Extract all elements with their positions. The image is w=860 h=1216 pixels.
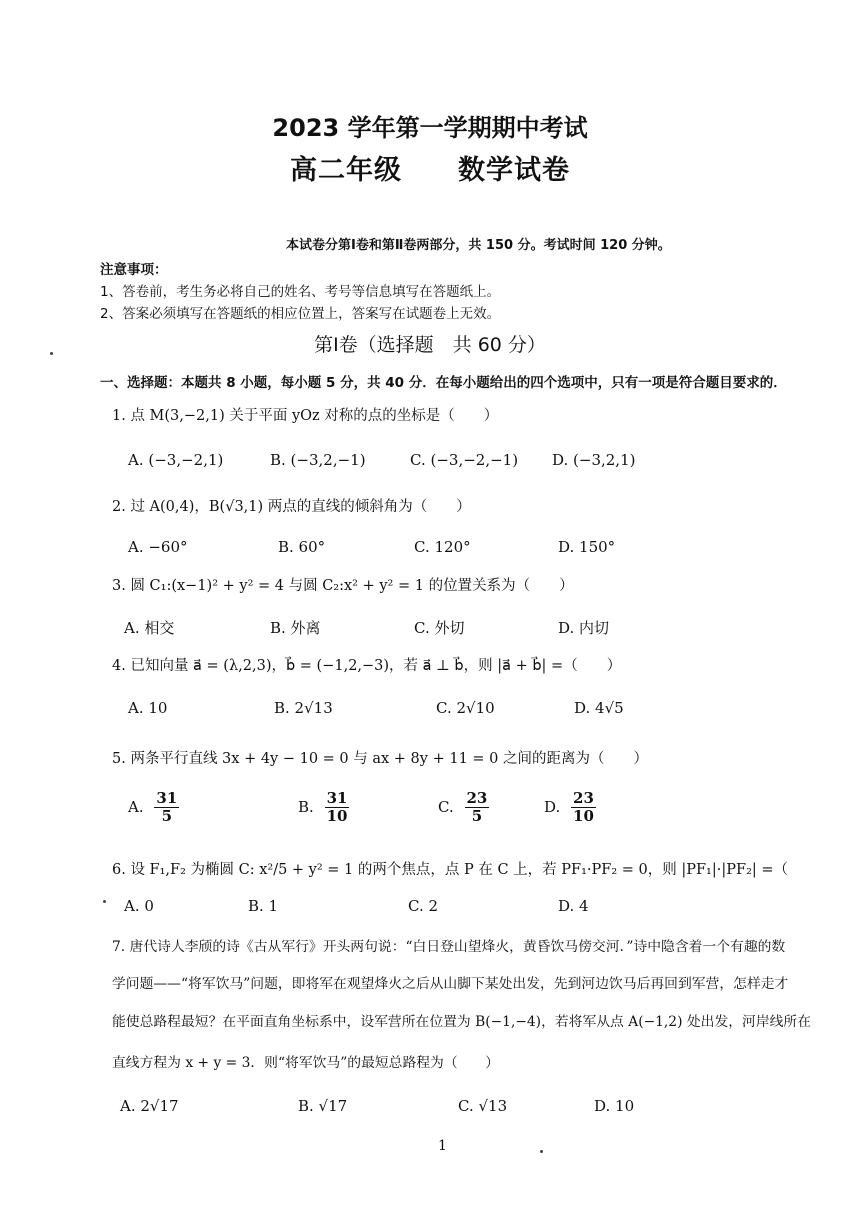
- option-c: C. 2: [408, 897, 439, 915]
- option-d: D. 4: [558, 897, 589, 915]
- option-d: D. 10: [594, 1097, 635, 1115]
- question-stem: 5. 两条平行直线 3x + 4y − 10 = 0 与 ax + 8y + 11 = 0 之间的距离为（ ）: [112, 751, 648, 767]
- question-stem-line: 直线方程为 x + y = 3．则“将军饮马”的最短总路程为（ ）: [112, 1055, 500, 1071]
- option-b: [298, 790, 349, 826]
- denominator: 10: [573, 807, 594, 826]
- denominator: 5: [471, 807, 483, 826]
- exam-intro: 本试卷分第Ⅰ卷和第Ⅱ卷两部分，共 150 分。考试时间 120 分钟。: [286, 238, 671, 253]
- option-c: C. 外切: [414, 619, 465, 637]
- option-label: C.: [438, 797, 454, 816]
- option-d: [544, 790, 596, 826]
- option-label: A.: [128, 797, 144, 816]
- notes-heading: 注意事项：: [100, 262, 168, 278]
- numerator: 23: [466, 789, 488, 807]
- option-label: B.: [298, 797, 314, 816]
- numerator: 31: [326, 789, 348, 807]
- fraction: [154, 790, 179, 826]
- option-b: B. 2√13: [274, 699, 333, 717]
- question-stem: 6. 设 F₁,F₂ 为椭圆 C: x²/5 + y² = 1 的两个焦点，点 P 在 C 上，若 PF₁·PF₂ = 0，则 |PF₁|·|PF₂| =（: [112, 862, 789, 878]
- option-a: A. −60°: [128, 538, 188, 556]
- numerator: 31: [156, 789, 178, 807]
- fraction: [465, 790, 490, 826]
- scan-speck: [103, 900, 106, 903]
- note-item: 2、答案必须填写在答题纸的相应位置上，答案写在试题卷上无效。: [100, 306, 501, 322]
- option-c: C. 2√10: [436, 699, 495, 717]
- option-a: [128, 790, 179, 826]
- fraction: [325, 790, 350, 826]
- option-d: D. 150°: [558, 538, 616, 556]
- option-c: C. (−3,−2,−1): [410, 451, 519, 469]
- question-stem-line: 7. 唐代诗人李颀的诗《古从军行》开头两句说：“白日登山望烽火，黄昏饮马傍交河．”诗中隐含着一个有趣的数: [112, 939, 786, 955]
- option-a: A. (−3,−2,1): [128, 451, 224, 469]
- option-c: C. 120°: [414, 538, 471, 556]
- question-stem: 4. 已知向量 a⃗ = (λ,2,3)，b⃗ = (−1,2,−3)，若 a⃗ ⊥ b⃗，则 |a⃗ + b⃗| =（ ）: [112, 658, 622, 674]
- option-a: A. 0: [124, 897, 154, 915]
- option-d: D. 4√5: [574, 699, 624, 717]
- option-d: D. 内切: [558, 619, 610, 637]
- question-stem-line: 学问题——“将军饮马”问题，即将军在观望烽火之后从山脚下某处出发，先到河边饮马后再回到军营，怎样走才: [112, 976, 789, 992]
- question-stem-line: 能使总路程最短？在平面直角坐标系中，设军营所在位置为 B(−1,−4)，若将军从点 A(−1,2) 处出发，河岸线所在: [112, 1014, 812, 1030]
- part-one-heading: 一、选择题：本题共 8 小题，每小题 5 分，共 40 分．在每小题给出的四个选项中，只有一项是符合题目要求的．: [100, 375, 787, 391]
- option-c: C. √13: [458, 1097, 508, 1115]
- option-d: D. (−3,2,1): [552, 451, 636, 469]
- option-b: B. √17: [298, 1097, 348, 1115]
- denominator: 5: [161, 807, 173, 826]
- option-b: B. 外离: [270, 619, 321, 637]
- question-stem: 3. 圆 C₁:(x−1)² + y² = 4 与圆 C₂:x² + y² = 1 的位置关系为（ ）: [112, 578, 574, 594]
- note-item: 1、答卷前，考生务必将自己的姓名、考号等信息填写在答题纸上。: [100, 284, 501, 300]
- option-a: A. 10: [128, 699, 168, 717]
- numerator: 23: [573, 789, 594, 807]
- page-number: 1: [438, 1138, 447, 1154]
- denominator: 10: [326, 807, 348, 826]
- option-b: B. 1: [248, 897, 279, 915]
- section-title: 第Ⅰ卷（选择题 共 60 分）: [314, 334, 546, 356]
- scan-speck: [540, 1150, 543, 1153]
- option-a: A. 相交: [124, 619, 175, 637]
- question-stem: 1. 点 M(3,−2,1) 关于平面 yOz 对称的点的坐标是（ ）: [112, 408, 499, 424]
- option-a: A. 2√17: [120, 1097, 179, 1115]
- exam-subtitle: 高二年级 数学试卷: [290, 155, 570, 186]
- option-b: B. (−3,2,−1): [270, 451, 366, 469]
- option-b: B. 60°: [278, 538, 326, 556]
- option-label: D.: [544, 797, 561, 816]
- exam-title: 2023 学年第一学期期中考试: [272, 114, 588, 142]
- scan-speck: [50, 352, 53, 355]
- fraction: [571, 790, 596, 826]
- option-c: [438, 790, 489, 826]
- question-stem: 2. 过 A(0,4)，B(√3,1) 两点的直线的倾斜角为（ ）: [112, 499, 471, 515]
